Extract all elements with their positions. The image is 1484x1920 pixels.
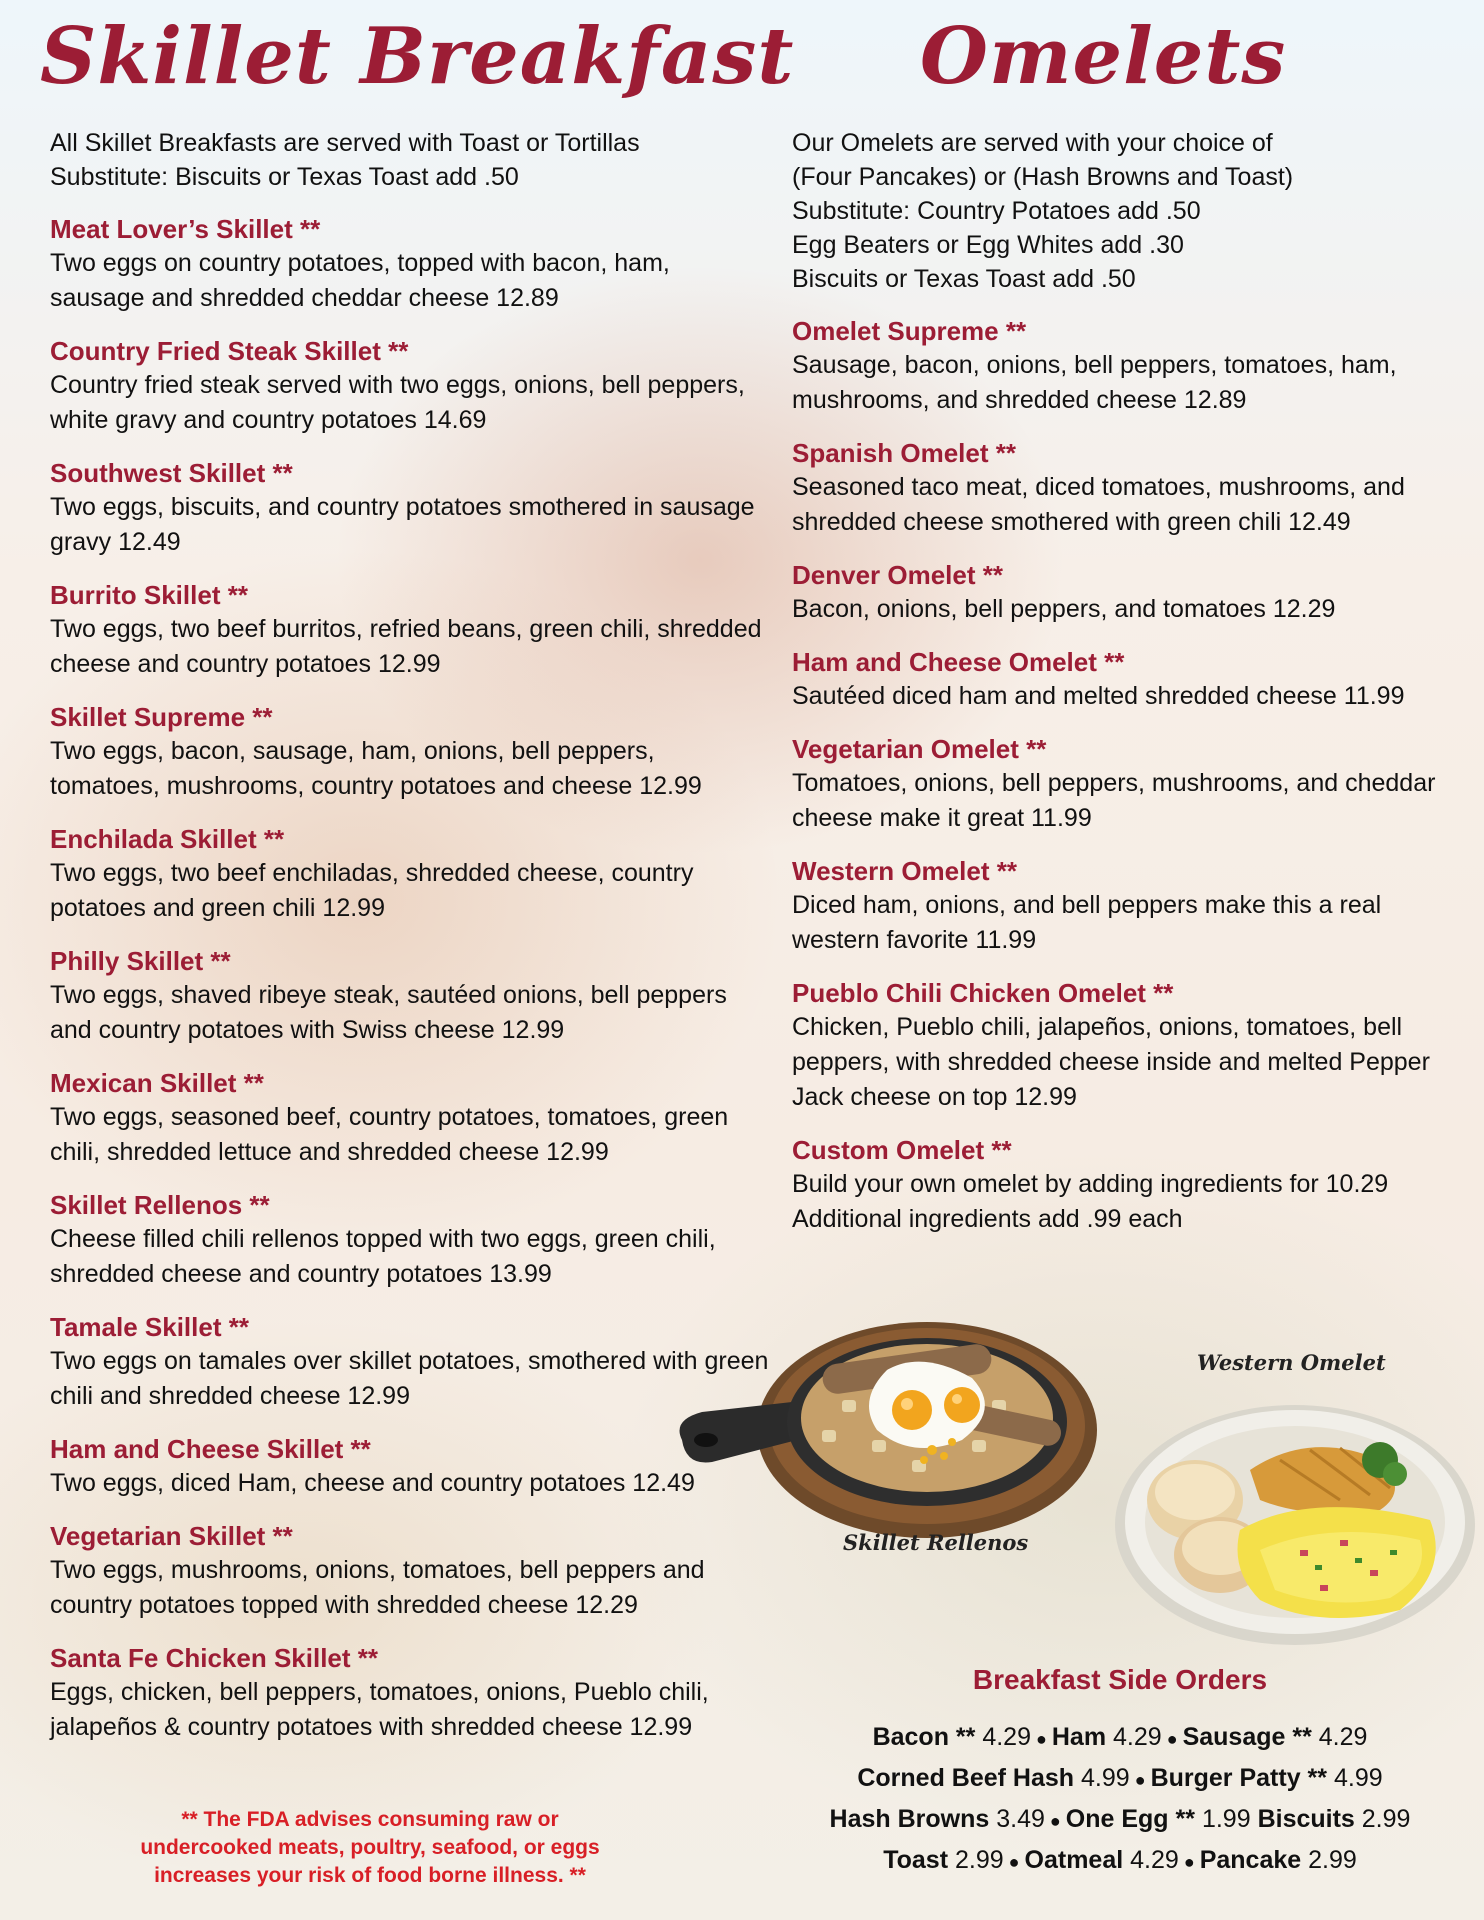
fda-warning [120, 1806, 620, 1890]
bullet-separator: ● [1129, 1770, 1151, 1790]
omelet-intro [792, 126, 1472, 296]
skillet-item-description: Two eggs on tamales over skillet potatoes, smothered with green chili and shredded cheese 12.99 [50, 1347, 769, 1410]
omelet-menu-item [792, 854, 1472, 958]
side-order-price: 4.29 [982, 1723, 1031, 1751]
skillet-item-description: Two eggs on country potatoes, topped with bacon, ham, sausage and shredded cheddar cheese 12.89 [50, 249, 670, 312]
omelet-item-description: Tomatoes, onions, bell peppers, mushrooms, and cheddar cheese make it great 11.99 [792, 769, 1436, 832]
skillet-menu-item [50, 1310, 770, 1414]
skillet-item-description: Two eggs, seasoned beef, country potatoes, tomatoes, green chili, shredded lettuce and shredded cheese 12.99 [50, 1103, 729, 1166]
skillet-item-name: Country Fried Steak Skillet ** [50, 336, 409, 366]
omelet-intro-line: Substitute: Country Potatoes add .50 [792, 197, 1201, 225]
side-order-name: Toast [883, 1846, 949, 1874]
bullet-separator: ● [1031, 1729, 1052, 1749]
side-order-price: 2.99 [1361, 1805, 1411, 1833]
side-order-price: 4.29 [1113, 1723, 1162, 1751]
skillet-item-description: Two eggs, shaved ribeye steak, sautéed onions, bell peppers and country potatoes with Swiss cheese 12.99 [50, 981, 727, 1044]
side-order-name: One Egg ** [1065, 1805, 1195, 1833]
skillet-breakfast-title: Skillet Breakfast [40, 11, 795, 102]
omelet-item-description: Diced ham, onions, and bell peppers make this a real western favorite 11.99 [792, 891, 1382, 954]
skillet-menu-item [50, 578, 770, 682]
skillet-menu-item [50, 212, 770, 316]
omelet-item-name: Omelet Supreme ** [792, 316, 1027, 346]
side-order-name: Hash Browns [829, 1805, 990, 1833]
skillet-item-name: Santa Fe Chicken Skillet ** [50, 1643, 379, 1673]
side-order-price: 4.99 [1081, 1764, 1130, 1792]
side-order-price: 2.99 [1308, 1846, 1357, 1874]
skillet-item-name: Ham and Cheese Skillet ** [50, 1434, 371, 1464]
skillet-item-name: Enchilada Skillet ** [50, 824, 285, 854]
omelet-intro-line: Biscuits or Texas Toast add .50 [792, 265, 1136, 293]
omelet-item-description: Chicken, Pueblo chili, jalapeños, onions, tomatoes, bell peppers, with shredded cheese inside and melted Pepper Jack cheese on top 12.99 [792, 1013, 1430, 1111]
skillet-item-description: Two eggs, mushrooms, onions, tomatoes, bell peppers and country potatoes topped with shredded cheese 12.29 [50, 1556, 705, 1619]
skillet-item-name: Mexican Skillet ** [50, 1068, 264, 1098]
skillet-item-description: Country fried steak served with two eggs, onions, bell peppers, white gravy and country potatoes 14.69 [50, 371, 745, 434]
skillet-item-description: Eggs, chicken, bell peppers, tomatoes, onions, Pueblo chili, jalapeños & country potatoes with shredded cheese 12.99 [50, 1678, 709, 1741]
omelet-column [792, 126, 1472, 1237]
bullet-separator: ● [1044, 1811, 1066, 1831]
skillet-item-description: Two eggs, two beef burritos, refried beans, green chili, shredded cheese and country potatoes 12.99 [50, 615, 762, 678]
omelet-item-description: Sautéed diced ham and melted shredded cheese 11.99 [792, 682, 1405, 710]
omelet-intro-line: Egg Beaters or Egg Whites add .30 [792, 231, 1184, 259]
skillet-item-name: Vegetarian Skillet ** [50, 1521, 293, 1551]
skillet-menu-item [50, 1641, 770, 1745]
omelet-item-description: Sausage, bacon, onions, bell peppers, tomatoes, ham, mushrooms, and shredded cheese 12.89 [792, 351, 1397, 414]
side-orders-row [790, 1718, 1450, 1759]
omelet-item-description: Build your own omelet by adding ingredients for 10.29 Additional ingredients add .99 each [792, 1170, 1389, 1233]
skillet-menu-item [50, 456, 770, 560]
skillet-item-name: Meat Lover’s Skillet ** [50, 214, 321, 244]
omelet-item-name: Ham and Cheese Omelet ** [792, 647, 1125, 677]
side-order-price: 4.29 [1318, 1723, 1368, 1751]
side-order-price: 3.49 [996, 1805, 1045, 1833]
omelet-item-description: Bacon, onions, bell peppers, and tomatoes 12.29 [792, 595, 1336, 623]
skillet-item-name: Burrito Skillet ** [50, 580, 248, 610]
skillet-item-description: Two eggs, bacon, sausage, ham, onions, bell peppers, tomatoes, mushrooms, country potatoes and cheese 12.99 [50, 737, 702, 800]
fda-warning-line: increases your risk of food borne illness. ** [154, 1864, 586, 1887]
side-orders-row [790, 1800, 1450, 1841]
western-omelet-photo [1110, 1400, 1480, 1650]
skillet-item-description: Cheese filled chili rellenos topped with two eggs, green chili, shredded cheese and country potatoes 13.99 [50, 1225, 716, 1288]
fda-warning-line: ** The FDA advises consuming raw or [181, 1808, 559, 1831]
side-order-name: Biscuits [1257, 1805, 1355, 1833]
omelet-menu-item [792, 645, 1472, 714]
side-orders-row [790, 1759, 1450, 1800]
skillet-intro-line: All Skillet Breakfasts are served with Toast or Tortillas [50, 129, 640, 157]
side-order-name: Corned Beef Hash [857, 1764, 1075, 1792]
skillet-item-description: Two eggs, two beef enchiladas, shredded cheese, country potatoes and green chili 12.99 [50, 859, 694, 922]
side-order-name: Sausage ** [1182, 1723, 1312, 1751]
side-order-name: Ham [1051, 1723, 1107, 1751]
omelet-items [792, 314, 1472, 1237]
skillet-item-name: Tamale Skillet ** [50, 1312, 249, 1342]
side-orders-list [790, 1718, 1450, 1882]
omelet-menu-item [792, 314, 1472, 418]
omelet-item-name: Vegetarian Omelet ** [792, 734, 1047, 764]
skillet-item-description: Two eggs, biscuits, and country potatoes smothered in sausage gravy 12.49 [50, 493, 755, 556]
omelets-title: Omelets [920, 11, 1287, 102]
omelet-item-name: Spanish Omelet ** [792, 438, 1016, 468]
skillet-item-description: Two eggs, diced Ham, cheese and country potatoes 12.49 [50, 1469, 695, 1497]
skillet-menu-item [50, 700, 770, 804]
omelet-menu-item [792, 976, 1472, 1115]
side-order-price: 4.99 [1333, 1764, 1383, 1792]
omelet-menu-item [792, 1133, 1472, 1237]
omelet-intro-line: (Four Pancakes) or (Hash Browns and Toast) [792, 163, 1294, 191]
omelet-menu-item [792, 732, 1472, 836]
skillet-items [50, 212, 770, 1745]
skillet-item-name: Skillet Supreme ** [50, 702, 273, 732]
side-orders-row [790, 1841, 1450, 1882]
bullet-separator: ● [1178, 1852, 1200, 1872]
omelet-item-name: Denver Omelet ** [792, 560, 1003, 590]
skillet-menu-item [50, 1519, 770, 1623]
fda-warning-line: undercooked meats, poultry, seafood, or eggs [140, 1836, 600, 1859]
bullet-separator: ● [1003, 1852, 1025, 1872]
side-orders-title: Breakfast Side Orders [972, 1664, 1268, 1695]
skillet-menu-item [50, 1432, 770, 1501]
bullet-separator: ● [1161, 1729, 1183, 1749]
skillet-menu-item [50, 334, 770, 438]
skillet-item-name: Philly Skillet ** [50, 946, 231, 976]
side-order-name: Oatmeal [1024, 1846, 1124, 1874]
western-omelet-caption: Western Omelet [1197, 1350, 1386, 1375]
skillet-menu-item [50, 1188, 770, 1292]
side-order-price: 1.99 [1201, 1805, 1251, 1833]
skillet-intro [50, 126, 770, 194]
side-order-name: Pancake [1199, 1846, 1302, 1874]
skillet-menu-item [50, 944, 770, 1048]
side-order-price: 4.29 [1130, 1846, 1179, 1874]
omelet-item-name: Custom Omelet ** [792, 1135, 1012, 1165]
skillet-menu-item [50, 822, 770, 926]
skillet-item-name: Southwest Skillet ** [50, 458, 293, 488]
skillet-intro-line: Substitute: Biscuits or Texas Toast add .50 [50, 163, 519, 191]
side-order-name: Bacon ** [872, 1723, 976, 1751]
omelet-menu-item [792, 558, 1472, 627]
side-order-name: Burger Patty ** [1150, 1764, 1328, 1792]
omelet-menu-item [792, 436, 1472, 540]
omelet-intro-line: Our Omelets are served with your choice of [792, 129, 1273, 157]
omelet-item-description: Seasoned taco meat, diced tomatoes, mushrooms, and shredded cheese smothered with green chili 12.49 [792, 473, 1405, 536]
omelet-item-name: Western Omelet ** [792, 856, 1017, 886]
skillet-item-name: Skillet Rellenos ** [50, 1190, 270, 1220]
side-order-price: 2.99 [954, 1846, 1004, 1874]
skillet-column [50, 126, 770, 1745]
skillet-rellenos-photo [672, 1290, 1112, 1550]
skillet-menu-item [50, 1066, 770, 1170]
omelet-item-name: Pueblo Chili Chicken Omelet ** [792, 978, 1174, 1008]
skillet-rellenos-caption: Skillet Rellenos [843, 1530, 1029, 1555]
